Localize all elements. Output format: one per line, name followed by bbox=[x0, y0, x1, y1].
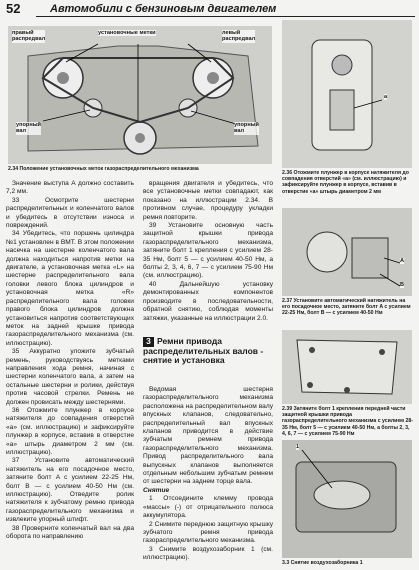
engine-timing-photo bbox=[8, 26, 272, 164]
caption-2-34: 2.34 Положение установочных меток газораспределительного механизма bbox=[8, 166, 199, 172]
marker-B: B bbox=[400, 282, 405, 288]
caption-2-39: 2.39 Затяните болт 1 крепления передней части защитной крышки привода газораспределительного механизма с усилием 28-35 Нм, болт 5 — с усилием 40-50 Нм, а болты 2, 3, 4, 6, 7 — с усилием 75-90 Нм bbox=[282, 406, 413, 437]
engine-bay-photo-3-3 bbox=[282, 440, 412, 558]
engine-photo-2-37 bbox=[282, 208, 412, 296]
tensioner-mount-illustration bbox=[282, 208, 412, 296]
page-title: Автомобили с бензиновым двигателем bbox=[50, 3, 277, 15]
paragraph: 38 Проверните коленчатый вал на два оборота по направлению bbox=[6, 524, 134, 541]
paragraph: 3 Снимите воздухозаборник 1 (см. иллюстрацию). bbox=[143, 545, 273, 562]
paragraph: 36 Отожмите плунжер в корпусе натяжителя до совпадения отверстий «а» (см. иллюстрацию) и зафиксируйте плунжер в корпусе, вставив в отверстие «а» штырь диаметром 2 мм (см. иллюстрацию). bbox=[6, 406, 134, 456]
tensioner-illustration bbox=[282, 20, 412, 168]
marker-1: 1 bbox=[296, 444, 300, 450]
text-column-2-lower bbox=[143, 386, 273, 563]
paragraph: 39 Установите основную часть защитной крышки привода газораспределительного механизма, затяните болт 1 крепления с усилием 28-35 Нм, болт 5 — с усилием 40-50 Нм, а болты 2, 3, 4, 6, 7 — с усилием 75-90 Нм (см. иллюстрацию). bbox=[143, 222, 273, 280]
paragraph: 1 Отсоедините клемму провода «массы» (-) от отрицательного полюса аккумулятора. bbox=[143, 495, 273, 520]
paragraph: 37 Установите автоматический натяжитель на его посадочное место, затяните болт A с усилием 22-25 Нм, болт B — с усилием 40-50 Нм (см. иллюстрацию). Отведите ролик натяжителя к зубчатому ремню привода газораспределительного механизма и извлеките упорный штифт. bbox=[6, 457, 134, 524]
caption-2-37: 2.37 Установите автоматический натяжитель на его посадочное место, затяните болт A с усилием 22-25 Нм, болт B — с усилием 40-50 Нм bbox=[282, 298, 411, 317]
header-rule bbox=[36, 16, 415, 17]
air-intake-illustration bbox=[282, 440, 412, 558]
caption-2-36: 2.36 Отожмите плунжер в корпусе натяжителя до совпадения отверстий «а» (см. иллюстрацию) и зафиксируйте плунжер в корпусе, вставив в отверстие «а» штырь диаметром 2 мм bbox=[282, 170, 409, 195]
text-column-2 bbox=[143, 180, 273, 323]
paragraph: Значение выступа А должно составить 7,2 мм. bbox=[6, 180, 134, 196]
paragraph: 35 Аккуратно уложите зубчатый ремень, руководствуясь метками направления хода ремня, начиная с шестерни коленчатого вала, а затем на остальные шестерни и ролики, действуя против часовой стрелки. Ремень не должен провисать между шестернями. bbox=[6, 348, 134, 406]
paragraph: 33 Осмотрите шестерни распределительных и коленчатого валов и убедитесь в отсутствии износа и повреждений. bbox=[6, 196, 134, 230]
label-left-camshaft: левый распредвал bbox=[222, 30, 256, 43]
cover-illustration bbox=[282, 330, 412, 404]
paragraph: вращения двигателя и убедитесь, что все установочные метки совпадают, как показано на иллюстрации 2.34. В противном случае, процедуру укладки ремня повторите. bbox=[143, 180, 273, 221]
label-timing-marks: установочные метки bbox=[98, 30, 156, 36]
label-thrust-shaft-left: упорный вал bbox=[16, 122, 41, 135]
section-number: 3 bbox=[143, 337, 154, 347]
page-header bbox=[0, 0, 419, 18]
paragraph: 34 Убедитесь, что поршень цилиндра №1 установлен в ВМТ. В этом положении насечка на шестерне коленчатого вала должна находиться напротив метки на двигателе, а установочная метка «L» на шестерне распределительного вала головки левого блока цилиндров и установочная метка «R» распределительного вала головки правого блока цилиндров должна установиться напротив соответствующих меток на задней крышке привода газораспределительного механизма (см. иллюстрацию). bbox=[6, 230, 134, 347]
cover-photo-2-39 bbox=[282, 330, 412, 404]
paragraph: 2 Снимите переднюю защитную крышку зубчатого ремня привода газораспределительного механизма. bbox=[143, 520, 273, 545]
paragraph: Ведомая шестерня газораспределительного механизма расположена на распределительном валу впускных клапанов, следовательно, распределительный вал впускных клапанов приводится в действие зубчатым ремнем привода газораспределительного механизма. Привод распределительного вала выпускных клапанов выполняется отдельным небольшим зубчатым ремнем от шестерни на заднем торце вала. bbox=[143, 386, 273, 486]
marker-a: а bbox=[384, 94, 388, 100]
section-title: Ремни привода распределительных валов - снятие и установка bbox=[143, 336, 264, 365]
page-number: 52 bbox=[6, 1, 21, 16]
label-thrust-shaft-right: упорный вал bbox=[234, 122, 259, 135]
text-column-1 bbox=[6, 180, 134, 541]
marker-A: A bbox=[400, 258, 405, 264]
paragraph: 40 Дальнейшую установку демонтированных компонентов производите в последовательности, обратной снятию, соблюдая моменты затяжки, указанные на иллюстрации 2.0. bbox=[143, 280, 273, 322]
section-heading-3 bbox=[143, 337, 273, 366]
engine-illustration bbox=[8, 26, 272, 164]
caption-3-3: 3.3 Снятие воздухозаборника 1 bbox=[282, 560, 363, 566]
label-right-camshaft: правый распредвал bbox=[12, 30, 46, 43]
removal-heading: Снятие bbox=[143, 486, 170, 494]
tensioner-photo-2-36 bbox=[282, 20, 412, 168]
